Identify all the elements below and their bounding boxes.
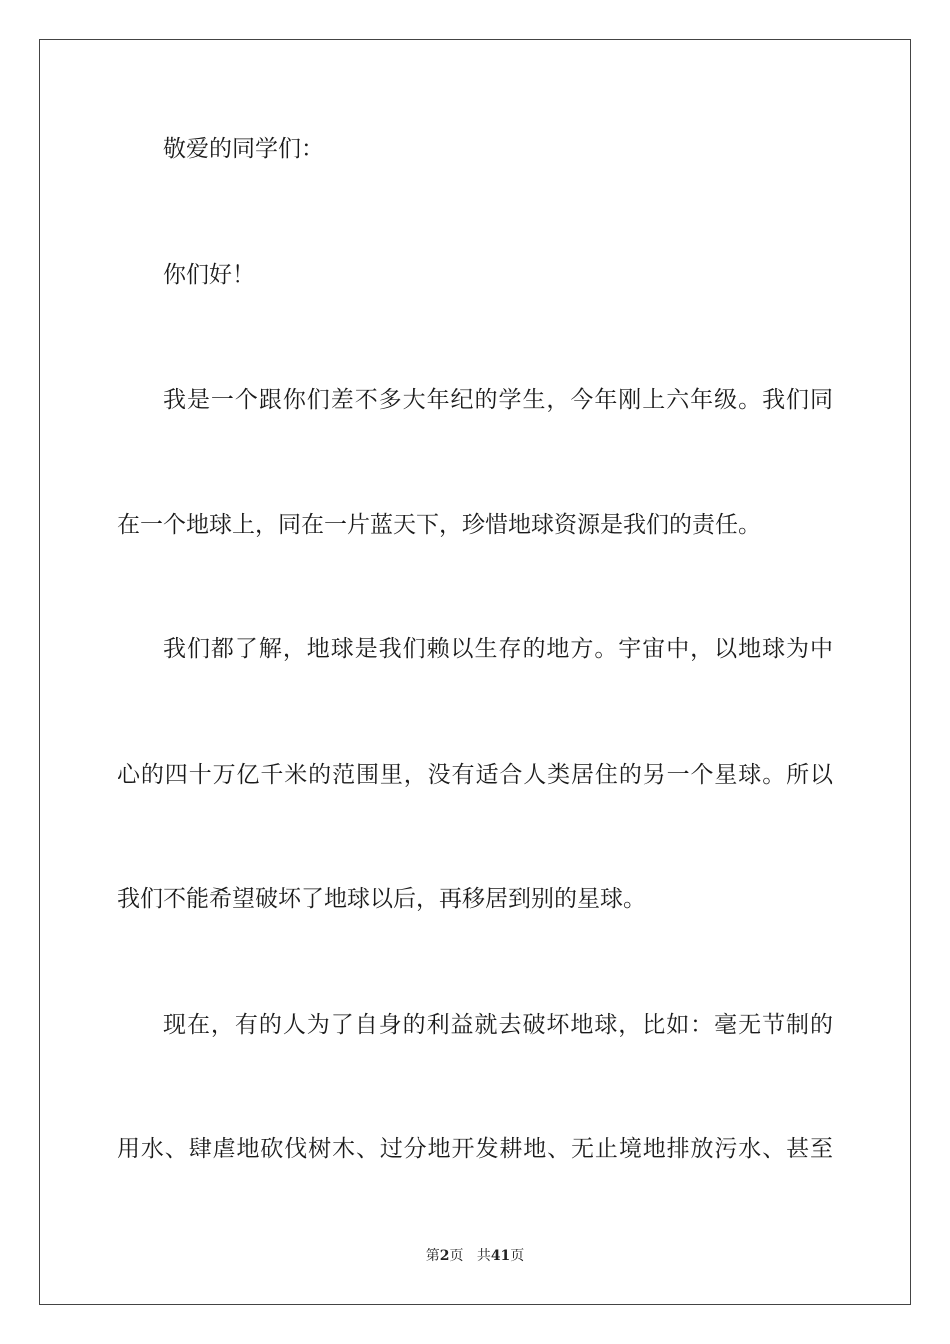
paragraph-1-line-1: 我是一个跟你们差不多大年纪的学生，今年刚上六年级。我们同 [163, 387, 833, 413]
salutation: 敬爱的同学们： [163, 136, 324, 162]
page-number: 2 [439, 1248, 450, 1264]
page-border [39, 39, 911, 1305]
total-prefix: 共 [476, 1248, 491, 1264]
greeting: 你们好！ [163, 262, 255, 288]
page-suffix: 页 [449, 1248, 464, 1264]
paragraph-3-line-2: 用水、肆虐地砍伐树木、过分地开发耕地、无止境地排放污水、甚至 [117, 1136, 833, 1162]
total-suffix: 页 [510, 1248, 525, 1264]
total-pages: 41 [490, 1248, 511, 1264]
page-footer [0, 1247, 950, 1265]
page-prefix: 第 [425, 1248, 440, 1264]
paragraph-2-line-1: 我们都了解，地球是我们赖以生存的地方。宇宙中，以地球为中 [163, 636, 833, 662]
paragraph-1-line-2: 在一个地球上，同在一片蓝天下，珍惜地球资源是我们的责任。 [117, 512, 761, 538]
paragraph-2-line-2: 心的四十万亿千米的范围里，没有适合人类居住的另一个星球。所以 [117, 762, 833, 788]
paragraph-3-line-1: 现在，有的人为了自身的利益就去破坏地球，比如：毫无节制的 [163, 1012, 833, 1038]
paragraph-2-line-3: 我们不能希望破坏了地球以后，再移居到别的星球。 [117, 886, 646, 912]
